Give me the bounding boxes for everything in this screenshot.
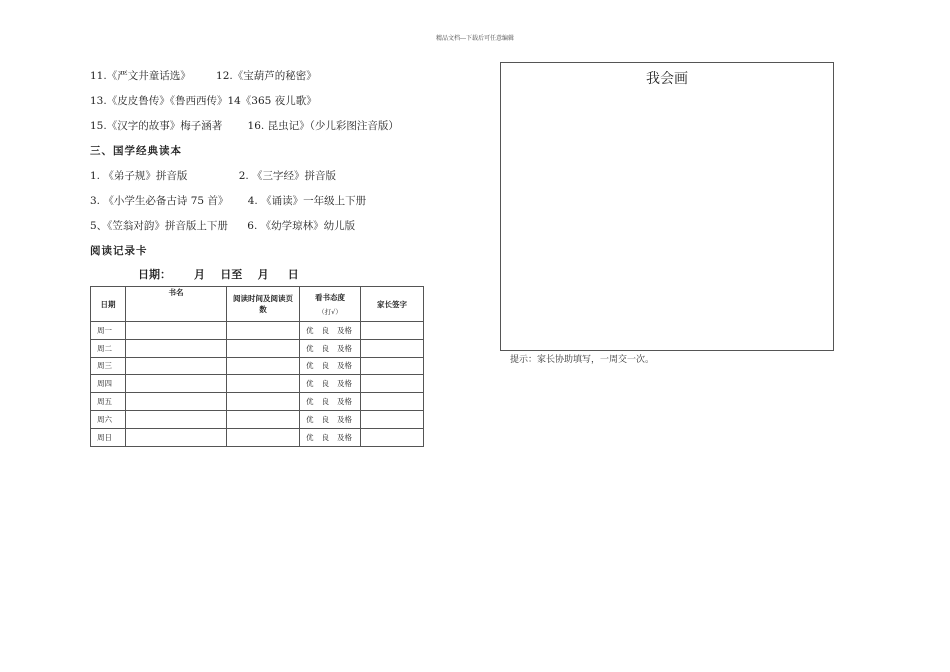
page-header: 精品文档---下载后可任意编辑	[435, 35, 515, 42]
record-card-title: 阅读记录卡	[90, 245, 148, 257]
book-cell[interactable]	[126, 339, 227, 357]
table-row	[91, 393, 424, 411]
day-cell: 周一	[91, 322, 126, 340]
grade-option[interactable]: 优	[306, 397, 314, 407]
grade-option[interactable]: 优	[306, 361, 314, 371]
grade-option[interactable]: 良	[321, 325, 329, 335]
col-day: 日期	[91, 287, 126, 322]
grade-option[interactable]: 良	[321, 432, 329, 442]
attitude-cell[interactable]	[300, 357, 361, 375]
grade-option[interactable]: 及格	[337, 414, 352, 424]
day-cell: 周六	[91, 410, 126, 428]
sign-cell[interactable]	[361, 322, 424, 340]
reading-record-table	[90, 286, 424, 447]
table-header-row	[91, 287, 424, 322]
grade-option[interactable]: 良	[321, 397, 329, 407]
attitude-cell[interactable]	[300, 393, 361, 411]
attitude-cell[interactable]	[300, 322, 361, 340]
book-item: 5、《笠翁对韵》拼音版上下册	[90, 220, 228, 232]
time-pages-cell[interactable]	[227, 375, 300, 393]
book-item: 12.《宝葫芦的秘密》	[216, 70, 317, 82]
table-row	[91, 357, 424, 375]
book-cell[interactable]	[126, 393, 227, 411]
day-cell: 周日	[91, 428, 126, 446]
book-item: 15.《汉字的故事》梅子涵著	[90, 120, 223, 132]
book-item: 1. 《弟子规》拼音版	[90, 170, 188, 182]
classics-row-3	[90, 218, 377, 233]
book-item: 11.《严文井童话选》	[90, 70, 191, 82]
book-item: 16. 昆虫记》（少儿彩图注音版）	[247, 120, 399, 132]
day-cell: 周四	[91, 375, 126, 393]
time-pages-cell[interactable]	[227, 428, 300, 446]
day-cell: 周二	[91, 339, 126, 357]
grade-option[interactable]: 优	[306, 414, 314, 424]
col-sign: 家长签字	[361, 287, 424, 322]
grade-option[interactable]: 优	[306, 379, 314, 389]
sign-cell[interactable]	[361, 428, 424, 446]
drawing-area[interactable]	[500, 62, 834, 351]
col-attitude	[300, 287, 361, 322]
grade-option[interactable]: 及格	[337, 432, 352, 442]
book-cell[interactable]	[126, 428, 227, 446]
grade-option[interactable]: 优	[306, 432, 314, 442]
book-list-row-1	[90, 68, 339, 83]
table-row	[91, 375, 424, 393]
grade-option[interactable]: 及格	[337, 379, 352, 389]
grade-option[interactable]: 及格	[337, 397, 352, 407]
book-cell[interactable]	[126, 322, 227, 340]
time-pages-cell[interactable]	[227, 393, 300, 411]
classics-row-1	[90, 168, 358, 183]
book-item: 13.《皮皮鲁传》《鲁西西传》14《365 夜儿歌》	[90, 95, 317, 107]
drawing-title: 我会画	[646, 71, 688, 87]
sign-cell[interactable]	[361, 339, 424, 357]
time-pages-cell[interactable]	[227, 322, 300, 340]
book-item: 2. 《三字经》拼音版	[238, 170, 337, 182]
date-range: 日期： 月 日至 月 日	[138, 268, 299, 281]
time-pages-cell[interactable]	[227, 410, 300, 428]
sign-cell[interactable]	[361, 375, 424, 393]
section-title-classics: 三、国学经典读本	[90, 145, 182, 157]
book-list-row-3	[90, 118, 421, 133]
book-cell[interactable]	[126, 375, 227, 393]
book-item: 3. 《小学生必备古诗 75 首》	[90, 195, 229, 207]
attitude-sub-label: （打√）	[318, 308, 342, 316]
book-list-row-2	[90, 93, 339, 108]
drawing-hint: 提示：家长协助填写，一周交一次。	[510, 355, 655, 365]
grade-option[interactable]: 优	[306, 343, 314, 353]
grade-option[interactable]: 良	[321, 379, 329, 389]
col-time-pages: 阅读时间及阅读页数	[227, 287, 300, 322]
attitude-cell[interactable]	[300, 410, 361, 428]
table-row	[91, 428, 424, 446]
attitude-cell[interactable]	[300, 339, 361, 357]
day-cell: 周三	[91, 357, 126, 375]
book-item: 4. 《诵读》一年级上下册	[247, 195, 367, 207]
book-item: 6. 《幼学琼林》幼儿版	[247, 220, 356, 232]
classics-row-2	[90, 193, 388, 208]
grade-option[interactable]: 良	[321, 414, 329, 424]
time-pages-cell[interactable]	[227, 339, 300, 357]
book-cell[interactable]	[126, 357, 227, 375]
grade-option[interactable]: 及格	[337, 325, 352, 335]
grade-option[interactable]: 良	[321, 343, 329, 353]
grade-option[interactable]: 及格	[337, 343, 352, 353]
col-book: 书名	[126, 287, 227, 322]
sign-cell[interactable]	[361, 393, 424, 411]
attitude-cell[interactable]	[300, 428, 361, 446]
book-cell[interactable]	[126, 410, 227, 428]
grade-option[interactable]: 优	[306, 325, 314, 335]
sign-cell[interactable]	[361, 410, 424, 428]
attitude-cell[interactable]	[300, 375, 361, 393]
table-row	[91, 339, 424, 357]
grade-option[interactable]: 及格	[337, 361, 352, 371]
attitude-label: 看书态度	[315, 293, 345, 302]
time-pages-cell[interactable]	[227, 357, 300, 375]
table-row	[91, 322, 424, 340]
table-row	[91, 410, 424, 428]
sign-cell[interactable]	[361, 357, 424, 375]
grade-option[interactable]: 良	[321, 361, 329, 371]
day-cell: 周五	[91, 393, 126, 411]
